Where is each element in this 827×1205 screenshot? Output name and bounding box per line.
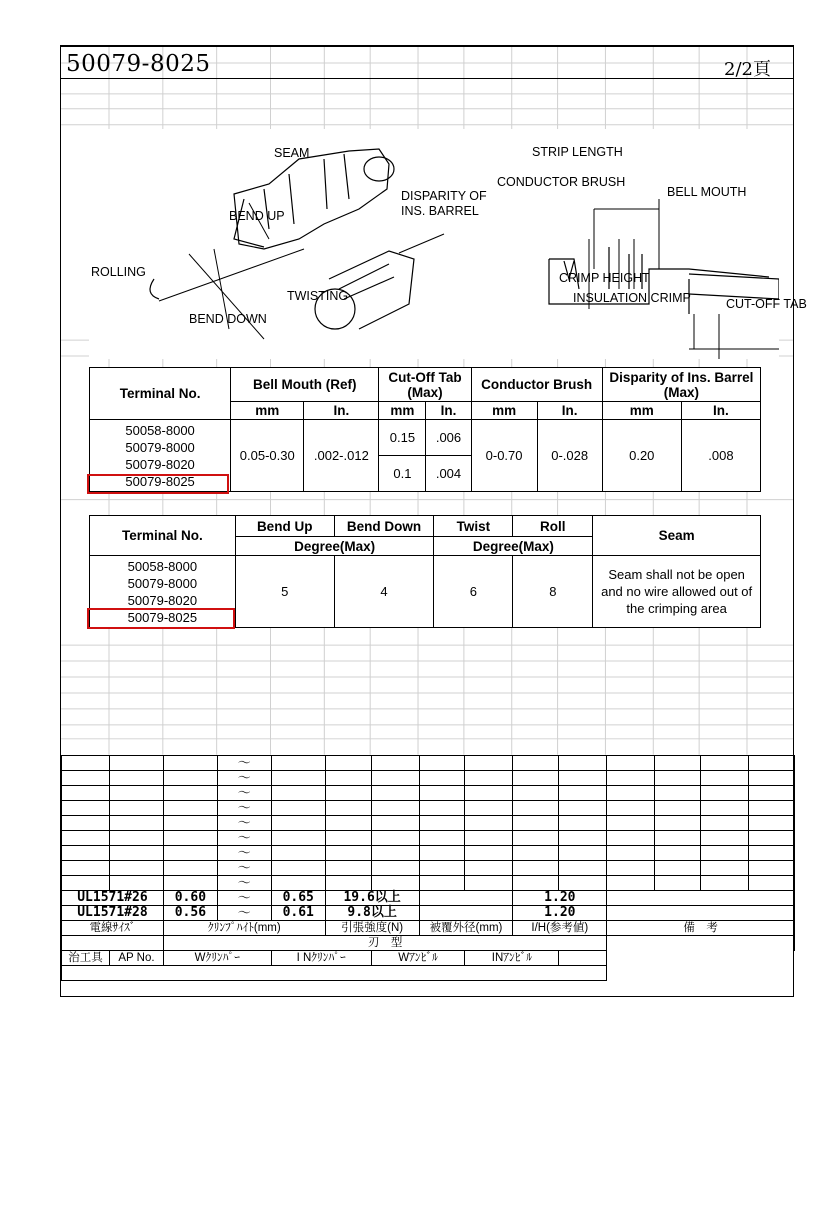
terminal-item: 50079-8000 xyxy=(125,439,195,455)
disparity-header: Disparity of Ins. Barrel (Max) xyxy=(602,368,760,402)
crimp-min: 0.60 xyxy=(163,891,217,906)
tilde: ～ xyxy=(217,831,271,846)
cut-off-tab-header: Cut-Off Tab (Max) xyxy=(379,368,471,402)
brush-in: 0-.028 xyxy=(537,420,602,492)
unit-in: In. xyxy=(426,402,471,420)
unit-mm: mm xyxy=(379,402,426,420)
terminal-item: 50079-8025 xyxy=(127,609,198,625)
crimp-height-header: ｸﾘﾝﾌﾟﾊｲﾄ(mm) xyxy=(163,921,325,936)
in-anvil-header: INｱﾝﾋﾞﾙ xyxy=(465,951,559,966)
ih-header: I/H(参考値) xyxy=(513,921,607,936)
disparity-mm: 0.20 xyxy=(602,420,681,492)
bell-mouth-label: BELL MOUTH xyxy=(667,185,747,199)
cut-off-in-1: .006 xyxy=(426,420,471,456)
page-indicator: 2/2頁 xyxy=(724,59,771,80)
header-divider xyxy=(61,78,793,79)
tensile: 19.6以上 xyxy=(325,891,419,906)
highlight-box xyxy=(87,474,229,494)
terminal-item: 50079-8000 xyxy=(127,575,198,591)
unit-mm: mm xyxy=(231,402,304,420)
empty-row xyxy=(62,831,795,846)
crimp-min: 0.56 xyxy=(163,906,217,921)
twist-value: 6 xyxy=(434,556,513,628)
twisting-label: TWISTING xyxy=(287,289,349,303)
bell-mouth-in: .002-.012 xyxy=(304,420,379,492)
bell-mouth-header: Bell Mouth (Ref) xyxy=(231,368,379,402)
roll-header: Roll xyxy=(513,516,593,537)
conductor-brush-header: Conductor Brush xyxy=(471,368,602,402)
wire-size: UL1571#26 xyxy=(62,891,164,906)
empty-row xyxy=(62,846,795,861)
crimp-height-label: CRIMP HEIGHT xyxy=(559,271,650,285)
degree-header: Degree(Max) xyxy=(434,537,593,556)
tilde: ～ xyxy=(217,816,271,831)
tilde: ～ xyxy=(217,756,271,771)
terminal-no-header: Terminal No. xyxy=(90,516,236,556)
cut-off-mm-1: 0.15 xyxy=(379,420,426,456)
seam-requirement: Seam shall not be open and no wire allowed out of the crimping area xyxy=(593,556,761,628)
degree-header: Degree(Max) xyxy=(235,537,434,556)
tilde: ～ xyxy=(217,861,271,876)
od-header: 被覆外径(mm) xyxy=(419,921,513,936)
bend-up-header: Bend Up xyxy=(235,516,334,537)
strip-length-label: STRIP LENGTH xyxy=(532,145,623,159)
tilde: ～ xyxy=(217,771,271,786)
blade-type-header: 刃 型 xyxy=(163,936,606,951)
empty-row xyxy=(62,876,795,891)
bend-down-header: Bend Down xyxy=(334,516,434,537)
in-crimper-header: I Nｸﾘﾝﾊﾟｰ xyxy=(271,951,371,966)
bend-up-value: 5 xyxy=(235,556,334,628)
remarks-header: 備 考 xyxy=(607,921,795,936)
w-crimper-header: Wｸﾘﾝﾊﾟｰ xyxy=(163,951,271,966)
tilde: ～ xyxy=(217,891,271,906)
unit-in: In. xyxy=(681,402,760,420)
tensile: 9.8以上 xyxy=(325,906,419,921)
bend-up-label: BEND UP xyxy=(229,209,285,223)
empty-row xyxy=(62,801,795,816)
cut-off-in-2: .004 xyxy=(426,456,471,492)
seam-header: Seam xyxy=(593,516,761,556)
terminal-diagram xyxy=(89,129,807,359)
roll-value: 8 xyxy=(513,556,593,628)
rolling-label: ROLLING xyxy=(91,265,146,279)
empty-row xyxy=(62,816,795,831)
brush-mm: 0-0.70 xyxy=(471,420,537,492)
tilde: ～ xyxy=(217,846,271,861)
tilde: ～ xyxy=(217,786,271,801)
conductor-brush-label: CONDUCTOR BRUSH xyxy=(497,175,626,189)
unit-mm: mm xyxy=(471,402,537,420)
empty-row xyxy=(62,786,795,801)
bend-down-value: 4 xyxy=(334,556,434,628)
crimp-data-table xyxy=(61,755,795,981)
tilde: ～ xyxy=(217,906,271,921)
disparity-in: .008 xyxy=(681,420,760,492)
wire-size-header: 電線ｻｲｽﾞ xyxy=(62,921,164,936)
disparity-label-1: DISPARITY OF xyxy=(401,189,487,203)
tensile-header: 引張強度(N) xyxy=(325,921,419,936)
disparity-leader xyxy=(399,234,444,253)
terminal-item: 50079-8025 xyxy=(125,473,195,489)
cut-off-tab-label: CUT-OFF TAB xyxy=(726,297,807,311)
empty-row xyxy=(62,771,795,786)
bend-down-label: BEND DOWN xyxy=(189,312,267,326)
empty-row xyxy=(62,756,795,771)
insulation-crimp-label: INSULATION CRIMP xyxy=(573,291,691,305)
part-number-title: 50079-8025 xyxy=(66,51,211,77)
ap-no-header: AP No. xyxy=(109,951,163,966)
terminal-no-header: Terminal No. xyxy=(90,368,231,420)
tilde: ～ xyxy=(217,876,271,891)
wire-size: UL1571#28 xyxy=(62,906,164,921)
highlight-box xyxy=(87,608,235,629)
twist-header: Twist xyxy=(434,516,513,537)
terminal-item: 50079-8020 xyxy=(125,456,195,472)
data-row xyxy=(62,891,795,906)
terminal-item: 50058-8000 xyxy=(127,558,198,574)
cut-off-mm-2: 0.1 xyxy=(379,456,426,492)
unit-in: In. xyxy=(537,402,602,420)
unit-in: In. xyxy=(304,402,379,420)
rolling-arrow xyxy=(150,279,159,299)
empty-row xyxy=(62,861,795,876)
disparity-label-2: INS. BARREL xyxy=(401,204,479,218)
crimp-max: 0.61 xyxy=(271,906,325,921)
jig-header: 治工具 xyxy=(62,951,110,966)
tilde: ～ xyxy=(217,801,271,816)
bell-mouth-mm: 0.05-0.30 xyxy=(231,420,304,492)
spec-sheet xyxy=(60,45,807,997)
ih-value: 1.20 xyxy=(513,906,607,921)
terminal-item: 50079-8020 xyxy=(127,592,198,608)
terminal-item: 50058-8000 xyxy=(125,422,195,438)
ih-value: 1.20 xyxy=(513,891,607,906)
seam-label: SEAM xyxy=(274,146,310,160)
data-row xyxy=(62,906,795,921)
crimp-max: 0.65 xyxy=(271,891,325,906)
unit-mm: mm xyxy=(602,402,681,420)
w-anvil-header: Wｱﾝﾋﾞﾙ xyxy=(371,951,465,966)
column-header-row xyxy=(62,921,795,936)
